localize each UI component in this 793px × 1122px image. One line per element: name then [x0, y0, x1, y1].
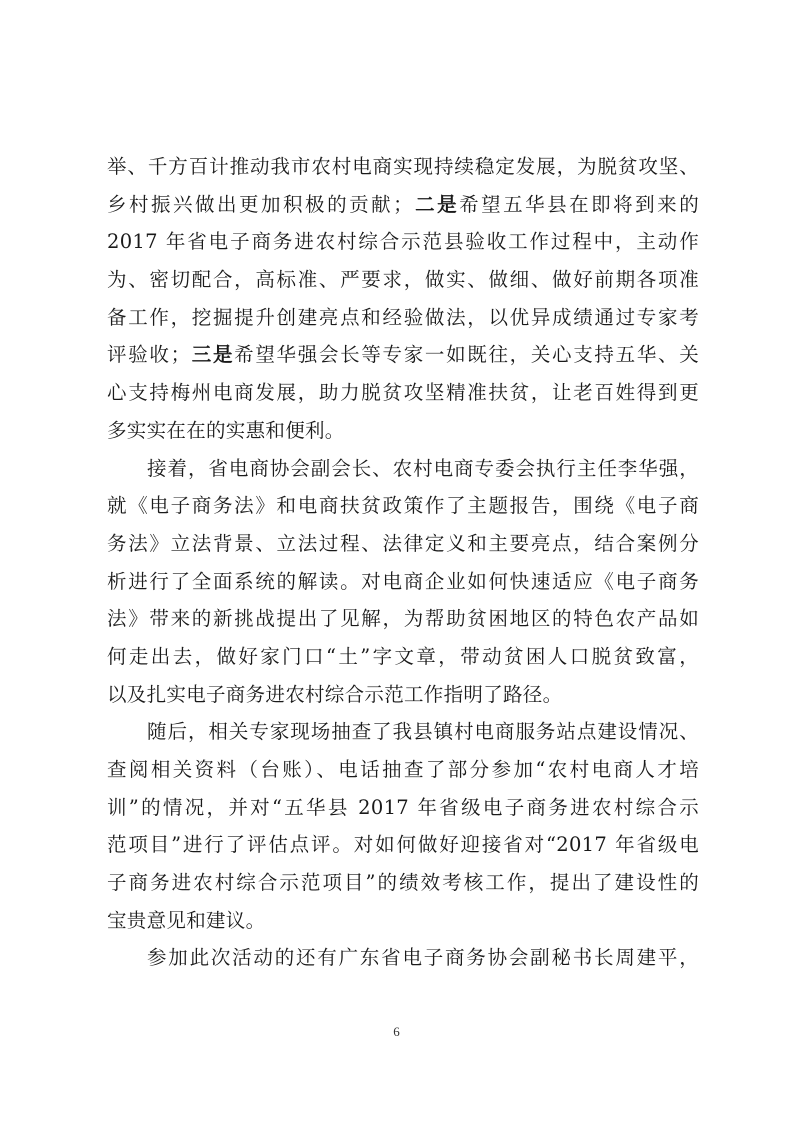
paragraph-3-line-6 [107, 902, 699, 940]
text-segment: 以及扎实电子商务进农村综合示范工作指明了路径。 [107, 682, 563, 706]
text-segment: 子商务进农村综合示范项目”的绩效考核工作，提出了建设性的 [107, 871, 699, 895]
text-segment: 训”的情况，并对“五华县 2017 年省级电子商务进农村综合示 [107, 795, 699, 819]
text-segment: 接着，省电商协会副会长、农村电商专委会执行主任李华强， [147, 456, 699, 480]
paragraph-1-line-1 [107, 148, 699, 186]
text-segment: 乡村振兴做出更加积极的贡献； [107, 192, 413, 216]
paragraph-1-line-7 [107, 374, 699, 412]
paragraph-2-line-5 [107, 600, 699, 638]
text-segment: 宝贵意见和建议。 [107, 908, 266, 932]
text-segment: 希望华强会长等专家一如既往，关心支持五华、关 [234, 343, 699, 367]
page-number: 6 [393, 1024, 400, 1039]
paragraph-3-line-1 [107, 713, 699, 751]
text-segment: 查阅相关资料（台账）、电话抽查了部分参加“农村电商人才培 [107, 758, 699, 781]
text-segment: 希望五华县在即将到来的 [459, 192, 699, 216]
text-segment: 2017 年省电子商务进农村综合示范县验收工作过程中，主动作 [107, 230, 699, 254]
emphasis-third-point: 三是 [190, 343, 235, 367]
text-segment: 心支持梅州电商发展，助力脱贫攻坚精准扶贫，让老百姓得到更 [107, 381, 699, 405]
text-segment: 评验收； [107, 343, 191, 367]
text-segment: 就《电子商务法》和电商扶贫政策作了主题报告，围绕《电子商 [107, 494, 699, 518]
paragraph-2-line-1 [107, 450, 699, 488]
text-segment: 法》带来的新挑战提出了见解，为帮助贫困地区的特色农产品如 [107, 607, 699, 631]
text-segment: 备工作，挖掘提升创建亮点和经验做法，以优异成绩通过专家考 [107, 305, 699, 329]
paragraph-4-line-1 [107, 939, 699, 977]
paragraph-1-line-4 [107, 261, 699, 299]
text-segment: 务法》立法背景、立法过程、法律定义和主要亮点，结合案例分 [107, 531, 699, 555]
document-body [107, 148, 699, 977]
paragraph-2-line-4 [107, 563, 699, 601]
text-segment: 范项目”进行了评估点评。对如何做好迎接省对“2017 年省级电 [107, 833, 699, 857]
paragraph-1-line-5 [107, 299, 699, 337]
emphasis-second-point: 二是 [412, 192, 460, 216]
paragraph-3-line-5 [107, 864, 699, 902]
paragraph-1-line-2 [107, 186, 699, 224]
paragraph-3-line-2 [107, 751, 699, 789]
paragraph-2-line-6 [107, 638, 699, 676]
text-segment: 随后，相关专家现场抽查了我县镇村电商服务站点建设情况、 [147, 720, 699, 744]
paragraph-2-line-2 [107, 487, 699, 525]
paragraph-2-line-3 [107, 525, 699, 563]
text-segment: 举、千方百计推动我市农村电商实现持续稳定发展，为脱贫攻坚、 [107, 155, 699, 178]
paragraph-3-line-4 [107, 826, 699, 864]
text-segment: 析进行了全面系统的解读。对电商企业如何快速适应《电子商务 [107, 569, 699, 593]
paragraph-3-line-3 [107, 789, 699, 827]
paragraph-1-line-6 [107, 336, 699, 374]
paragraph-2-line-7 [107, 676, 699, 714]
paragraph-1-line-3 [107, 223, 699, 261]
text-segment: 多实实在在的实惠和便利。 [107, 418, 345, 442]
text-segment: 为、密切配合，高标准、严要求，做实、做细、做好前期各项准 [107, 268, 699, 292]
paragraph-1-line-8 [107, 412, 699, 450]
text-segment: 参加此次活动的还有广东省电子商务协会副秘书长周建平， [147, 946, 699, 970]
text-segment: 何走出去，做好家门口“土”字文章，带动贫困人口脱贫致富， [107, 644, 699, 668]
